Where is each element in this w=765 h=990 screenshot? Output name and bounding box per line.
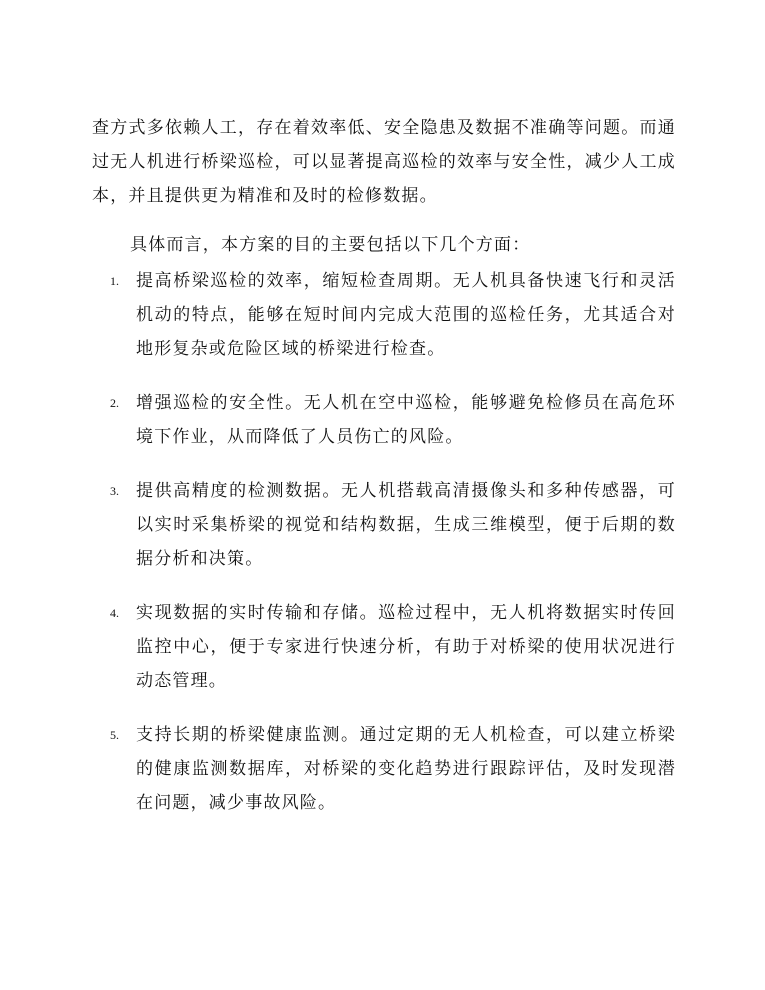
list-item-number: 5. — [110, 728, 119, 742]
lead-paragraph: 具体而言，本方案的目的主要包括以下几个方面： — [130, 235, 531, 255]
list-item — [92, 718, 676, 820]
list-item-text: 增强巡检的安全性。无人机在空中巡检，能够避免检修员在高危环境下作业，从而降低了人员伤亡的风险。 — [136, 393, 676, 447]
list-item — [92, 264, 676, 366]
intro-paragraph: 查方式多依赖人工，存在着效率低、安全隐患及数据不准确等问题。而通过无人机进行桥梁巡检，可以显著提高巡检的效率与安全性，减少人工成本，并且提供更为精准和及时的检修数据。 — [92, 118, 676, 206]
list-item-text: 实现数据的实时传输和存储。巡检过程中，无人机将数据实时传回监控中心，便于专家进行快速分析，有助于对桥梁的使用状况进行动态管理。 — [136, 603, 676, 691]
list-item-text: 提高桥梁巡检的效率，缩短检查周期。无人机具备快速飞行和灵活机动的特点，能够在短时间内完成大范围的巡检任务，尤其适合对地形复杂或危险区域的桥梁进行检查。 — [136, 271, 676, 359]
list-item-number: 1. — [110, 274, 119, 288]
list-item-number: 3. — [110, 484, 119, 498]
list-item — [92, 596, 676, 698]
list-item-text: 提供高精度的检测数据。无人机搭载高清摄像头和多种传感器，可以实时采集桥梁的视觉和结构数据，生成三维模型，便于后期的数据分析和决策。 — [136, 481, 676, 569]
objectives-list — [92, 264, 676, 840]
list-item-text: 支持长期的桥梁健康监测。通过定期的无人机检查，可以建立桥梁的健康监测数据库，对桥梁的变化趋势进行跟踪评估，及时发现潜在问题，减少事故风险。 — [136, 725, 676, 813]
list-item — [92, 386, 676, 454]
list-item-number: 2. — [110, 396, 119, 410]
list-item — [92, 474, 676, 576]
list-item-number: 4. — [110, 606, 119, 620]
